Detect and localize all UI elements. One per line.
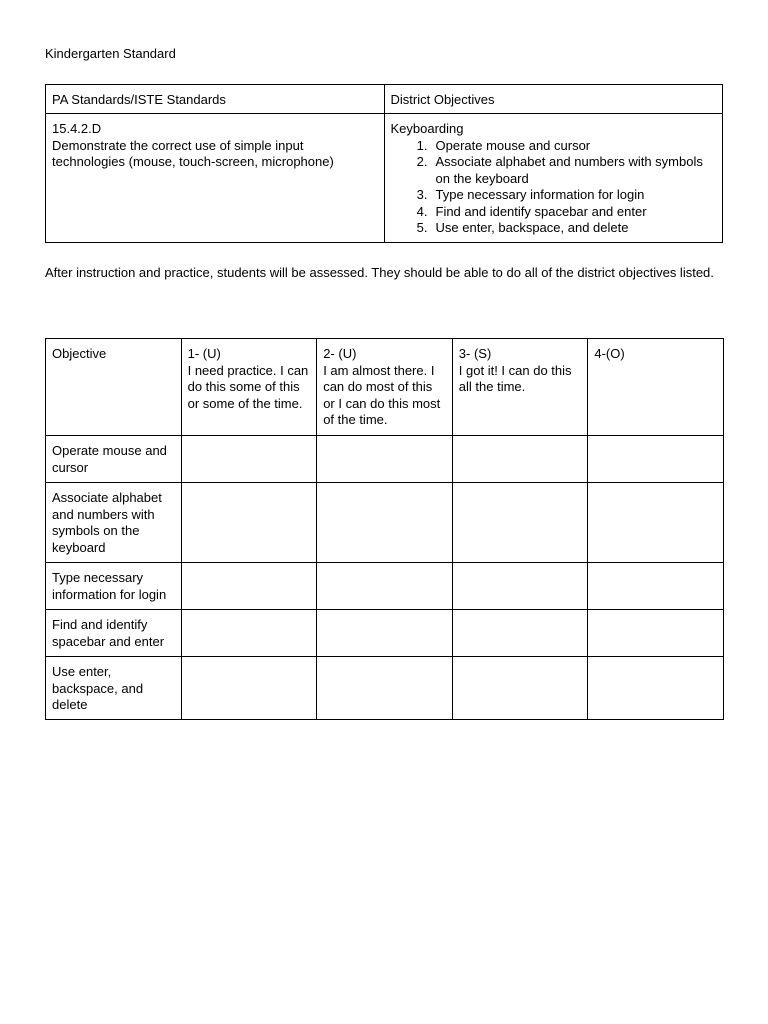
rubric-score-cell[interactable] — [588, 436, 724, 483]
objectives-heading: Keyboarding — [390, 121, 464, 136]
objective-number: 3. — [416, 187, 428, 202]
rubric-score-cell[interactable] — [452, 610, 588, 657]
rubric-header-label: 2- (U) — [323, 346, 357, 361]
rubric-objective-cell: Operate mouse and cursor — [46, 436, 182, 483]
rubric-header-desc: I got it! I can do this all the time. — [458, 362, 572, 394]
rubric-score-cell[interactable] — [317, 483, 453, 563]
rubric-score-cell[interactable] — [181, 563, 317, 610]
rubric-header-cell — [46, 339, 182, 436]
rubric-header-desc: I need practice. I can do this some of this or some of the time. — [187, 362, 309, 411]
rubric-score-cell[interactable] — [452, 657, 588, 720]
rubric-row — [46, 563, 724, 610]
objective-item — [391, 220, 717, 237]
rubric-objective-cell: Type necessary information for login — [46, 563, 182, 610]
rubric-row — [46, 657, 724, 720]
rubric-header-label: Objective — [52, 346, 107, 361]
objective-number: 5. — [416, 220, 428, 235]
rubric-score-cell[interactable] — [588, 657, 724, 720]
standards-body-row — [46, 114, 723, 243]
objective-number: 2. — [416, 154, 428, 169]
objective-number: 4. — [416, 203, 428, 219]
rubric-header-cell — [317, 339, 453, 436]
rubric-score-cell[interactable] — [452, 483, 588, 563]
rubric-score-cell[interactable] — [317, 657, 453, 720]
rubric-header-label: 1- (U) — [187, 346, 221, 361]
objectives-list — [391, 138, 717, 237]
document-title: Kindergarten Standard — [45, 46, 176, 61]
rubric-table — [45, 338, 724, 720]
objective-text: Type necessary information for login — [435, 187, 645, 202]
rubric-header-row — [46, 339, 724, 436]
objective-text: Find and identify spacebar and enter — [435, 203, 647, 219]
rubric-objective-cell: Associate alphabet and numbers with symbols on the keyboard — [46, 483, 182, 563]
objective-item — [391, 138, 717, 155]
objective-text: Operate mouse and cursor — [435, 137, 591, 153]
objective-item — [391, 187, 717, 204]
standard-cell — [46, 114, 385, 243]
rubric-score-cell[interactable] — [181, 610, 317, 657]
rubric-header-label: 4-(O) — [594, 346, 625, 361]
objective-item — [391, 154, 717, 187]
rubric-score-cell[interactable] — [181, 483, 317, 563]
rubric-header-label: 3- (S) — [458, 346, 492, 361]
rubric-header-desc: I am almost there. I can do most of this or I can do this most of the time. — [323, 362, 441, 427]
rubric-score-cell[interactable] — [452, 563, 588, 610]
rubric-row — [46, 436, 724, 483]
rubric-score-cell[interactable] — [588, 610, 724, 657]
assessment-paragraph: After instruction and practice, students will be assessed. They should be able to do all of the district objectives listed. — [45, 265, 714, 280]
objective-item — [391, 204, 717, 221]
rubric-score-cell[interactable] — [588, 483, 724, 563]
objectives-header-cell: District Objectives — [384, 85, 723, 114]
standards-header-row — [46, 85, 723, 114]
objective-text: Associate alphabet and numbers with symbols on the keyboard — [435, 154, 703, 186]
rubric-header-cell — [588, 339, 724, 436]
standard-text: Demonstrate the correct use of simple input technologies (mouse, touch-screen, microphone) — [52, 137, 334, 169]
standards-table — [45, 84, 723, 243]
objective-number: 1. — [416, 137, 428, 153]
rubric-score-cell[interactable] — [317, 436, 453, 483]
rubric-objective-cell: Find and identify spacebar and enter — [46, 610, 182, 657]
standards-header-cell: PA Standards/ISTE Standards — [46, 85, 385, 114]
objective-text: Use enter, backspace, and delete — [435, 220, 629, 235]
rubric-score-cell[interactable] — [317, 563, 453, 610]
rubric-score-cell[interactable] — [452, 436, 588, 483]
rubric-score-cell[interactable] — [317, 610, 453, 657]
objectives-cell — [384, 114, 723, 243]
standard-code: 15.4.2.D — [52, 121, 102, 136]
rubric-header-cell — [181, 339, 317, 436]
rubric-row — [46, 483, 724, 563]
rubric-objective-cell: Use enter, backspace, and delete — [46, 657, 182, 720]
rubric-score-cell[interactable] — [181, 657, 317, 720]
rubric-row — [46, 610, 724, 657]
rubric-score-cell[interactable] — [588, 563, 724, 610]
rubric-header-cell — [452, 339, 588, 436]
rubric-score-cell[interactable] — [181, 436, 317, 483]
